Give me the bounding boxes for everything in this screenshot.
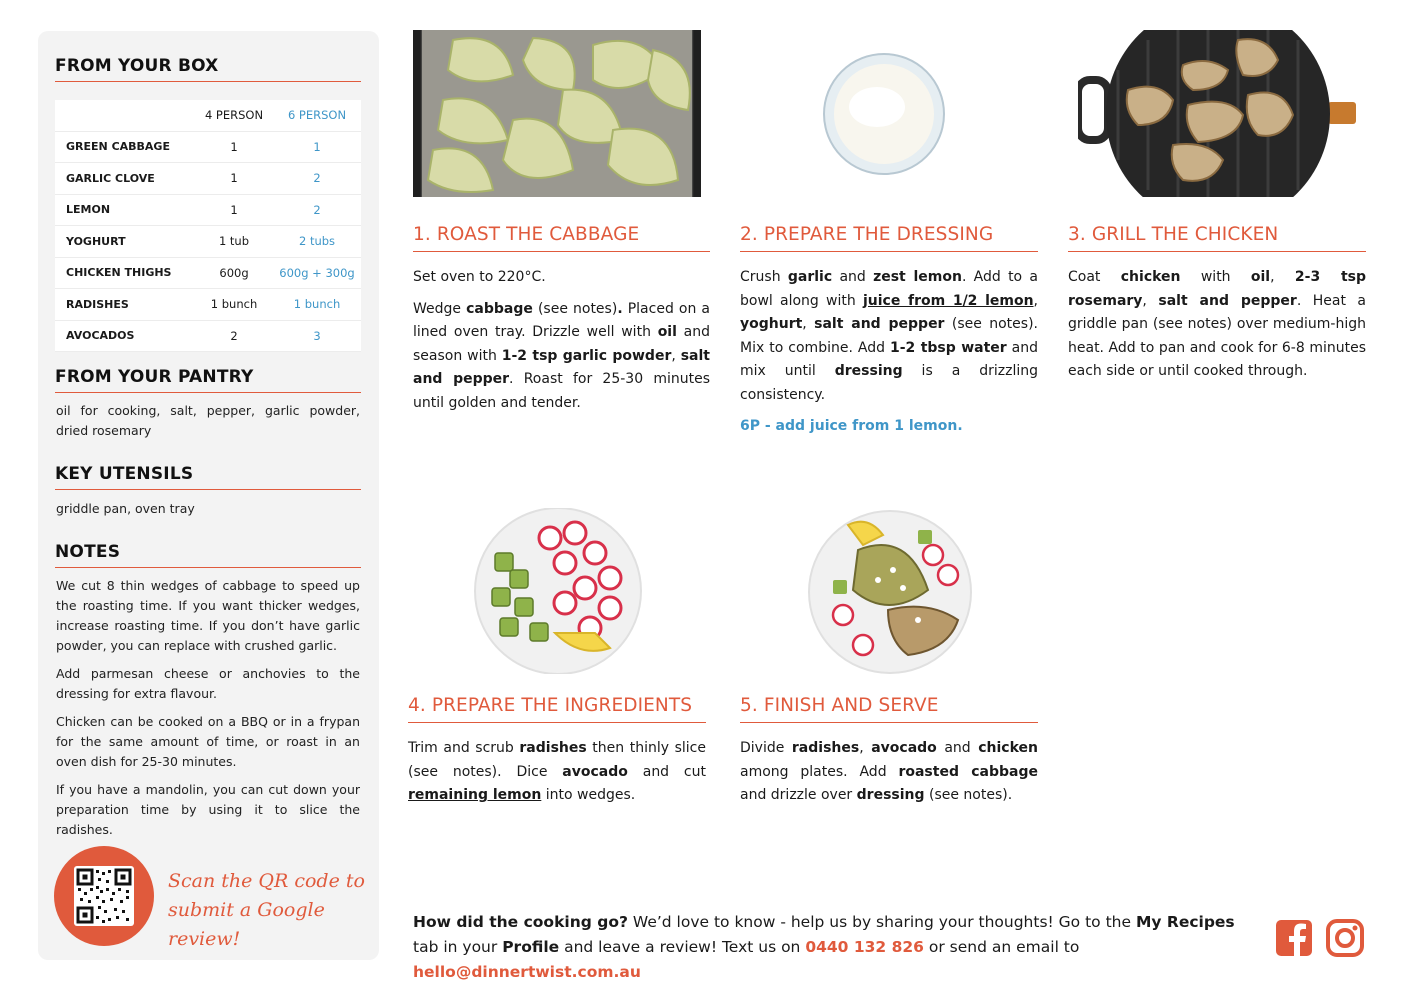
qty-6: 2 tubs [273, 226, 361, 258]
step-5-method: Divide radishes, avocado and chicken among plates. Add roasted cabbage and drizzle over dressing (see notes). [740, 740, 1039, 803]
ingredient-name: AVOCADOS [55, 320, 195, 352]
table-header-row [55, 100, 361, 131]
qty-6: 600g + 300g [273, 257, 361, 289]
social-links [1276, 918, 1366, 962]
step-2-body [740, 266, 1038, 447]
ingredient-name: RADISHES [55, 289, 195, 321]
sidebar [38, 31, 379, 960]
note-item: Chicken can be cooked on a BBQ or in a frypan for the same amount of time, or roast in an oven dish for 25-30 minutes. [56, 714, 360, 769]
step-3-title: 3. GRILL THE CHICKEN [1068, 224, 1366, 252]
step-1-body [413, 266, 710, 423]
qr-caption-line: submit a Google review! [168, 899, 325, 950]
qr-caption [168, 867, 368, 954]
note-item: Add parmesan cheese or anchovies to the dressing for extra flavour. [56, 666, 360, 701]
phone-link[interactable]: 0440 132 826 [805, 938, 924, 956]
utensils-text: griddle pan, oven tray [56, 501, 195, 516]
step-2-title: 2. PREPARE THE DRESSING [740, 224, 1038, 252]
table-row [55, 226, 361, 258]
notes-heading: NOTES [55, 542, 361, 568]
ingredients-plate-image [470, 508, 646, 674]
qr-code-icon[interactable] [74, 866, 134, 926]
instagram-icon[interactable] [1328, 921, 1362, 955]
footer-text: tab in your [413, 938, 503, 956]
qty-4: 2 [195, 320, 273, 352]
footer-text: or send an email to [923, 938, 1080, 956]
utensils-heading: KEY UTENSILS [55, 464, 361, 490]
table-row [55, 257, 361, 289]
qty-6: 3 [273, 320, 361, 352]
step-5-body [740, 737, 1038, 816]
notes-list [56, 576, 360, 848]
served-plate-image [808, 510, 972, 674]
table-row [55, 194, 361, 226]
step-2-6p-note: 6P - add juice from 1 lemon. [740, 418, 963, 434]
qty-6: 1 [273, 131, 361, 163]
pantry-heading: FROM YOUR PANTRY [55, 367, 361, 393]
step-5-title: 5. FINISH AND SERVE [740, 695, 1038, 723]
table-row [55, 320, 361, 352]
box-heading: FROM YOUR BOX [55, 56, 361, 82]
qty-6: 2 [273, 163, 361, 195]
email-link[interactable]: hello@dinnertwist.com.au [413, 963, 641, 981]
ingredient-name: YOGHURT [55, 226, 195, 258]
step-4-body [408, 737, 706, 816]
ingredient-name: GARLIC CLOVE [55, 163, 195, 195]
ingredient-name: LEMON [55, 194, 195, 226]
qty-4: 1 tub [195, 226, 273, 258]
review-footer [413, 910, 1263, 985]
note-item: If you have a mandolin, you can cut down your preparation time by using it to slice the radishes. [56, 782, 360, 837]
my-recipes-link: My Recipes [1135, 913, 1235, 931]
step-1-oven: Set oven to 220°C. [413, 269, 546, 285]
table-row [55, 131, 361, 163]
qty-6: 1 bunch [273, 289, 361, 321]
step-1-method: Wedge cabbage (see notes). Placed on a lined oven tray. Drizzle well with oil and season with 1-2 tsp garlic powder, salt and pepper. Roast for 25-30 minutes until golden and tender. [413, 300, 710, 411]
profile-link: Profile [502, 938, 560, 956]
qty-6: 2 [273, 194, 361, 226]
qr-badge [54, 846, 154, 946]
table-row [55, 289, 361, 321]
footer-text: We’d love to know - help us by sharing your thoughts! Go to the [627, 913, 1136, 931]
pantry-text: oil for cooking, salt, pepper, garlic powder, dried rosemary [56, 403, 360, 438]
qty-4: 1 [195, 194, 273, 226]
ingredient-name: GREEN CABBAGE [55, 131, 195, 163]
footer-text: and leave a review! Text us on [559, 938, 806, 956]
qty-4: 600g [195, 257, 273, 289]
table-row [55, 163, 361, 195]
step-3-body [1068, 266, 1366, 392]
step-1-title: 1. ROAST THE CABBAGE [413, 224, 710, 252]
step-3-method: Coat chicken with oil, 2-3 tsp rosemary, salt and pepper. Heat a griddle pan (see notes) over medium-high heat. Add to pan and cook for 6-8 minutes each side or until cooked through. [1068, 269, 1367, 379]
yoghurt-bowl-image [822, 52, 948, 176]
qty-4: 1 bunch [195, 289, 273, 321]
facebook-icon[interactable] [1276, 920, 1312, 956]
step-2-method: Crush garlic and zest lemon. Add to a bowl along with juice from 1/2 lemon, yoghurt, salt and pepper (see notes). Mix to combine. Add 1-2 tbsp water and mix until dressing is a drizzling consistency. [740, 269, 1039, 403]
note-item: We cut 8 thin wedges of cabbage to speed up the roasting time. If you want thicker wedges, increase roasting time. If you don’t have garlic powder, you can replace with crushed garlic. [56, 578, 360, 653]
col-6-person: 6 PERSON [273, 100, 361, 131]
step-4-title: 4. PREPARE THE INGREDIENTS [408, 695, 706, 723]
cabbage-tray-image [413, 30, 701, 197]
step-4-method: Trim and scrub radishes then thinly slice (see notes). Dice avocado and cut remaining lemon into wedges. [408, 740, 706, 803]
ingredients-table [55, 100, 361, 352]
col-4-person: 4 PERSON [195, 100, 273, 131]
ingredient-header [55, 100, 195, 131]
qty-4: 1 [195, 163, 273, 195]
griddle-chicken-image [1078, 30, 1358, 197]
qty-4: 1 [195, 131, 273, 163]
qr-caption-line: Scan the QR code to [168, 870, 365, 892]
footer-question: How did the cooking go? [413, 913, 628, 931]
ingredient-name: CHICKEN THIGHS [55, 257, 195, 289]
